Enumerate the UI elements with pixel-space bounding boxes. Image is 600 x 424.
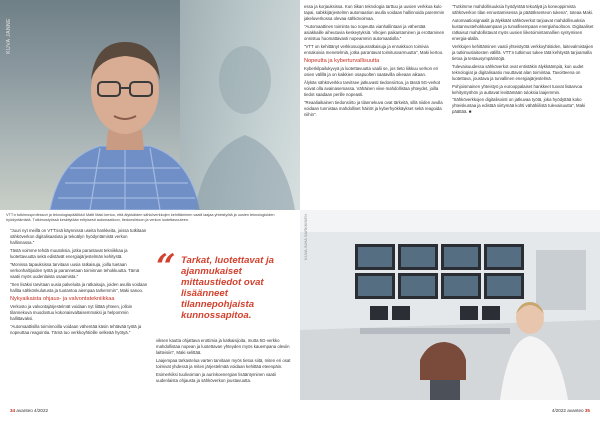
paragraph: essa ja korjauksissa. Kun tiikan teknologia tarttuu ja uusien verkkoa kulo tapai, sabkkijärjestelmn automaation avulla voidaan hallinnoida paremmin jakeluverkossa olevaa sähkövoimaa. (304, 4, 445, 22)
page-number-left: 34 (10, 408, 16, 413)
paragraph: "Sen lisäksi tarvitaan uusia palveluita ja ratkaisuja, joiden avulla voidaan hallita sähkönkulutusta ja tuotantoa aiempaa tarkemmin", Maki sanoo. (10, 281, 148, 293)
paragraph: "VTT on kehittänyt verkkosuojausratkaisuja ja ennakkoon toimivia ennakoivia menetelmiä, jotka parantavat toimitusvarmuutta", Maki kertoo. (304, 43, 444, 55)
portrait-photo (0, 0, 300, 210)
paragraph: Verkosto ja valvontajärjestelmät voidaan nyt liittää yhteen, jolloin tilannekuva muodostuu kokonaisvaltaisemmaksi ja helpommin hallittavaksi. (10, 303, 133, 321)
paragraph: "Reaaliaikainen tiedonsiirto ja tilannekuva ovat tärkeitä, sillä niiden avulla voidaan tunnistaa mahdolliset häiriöt ja kyberhyökkäykset sekä reagoida niihin". (304, 99, 443, 117)
paragraph: Pohjoismainen yhteistyö ja eurooppalaiset hankkeet tuovat lisäarvoa kehitystyöhön ja auttavat levittämään tuloksia laajemmin. (452, 83, 583, 95)
subheading: Nykyaikaista ohjaus- ja valvontatekniikkaa (10, 296, 115, 303)
subheading: Nopeutta ja kyberturvallisuutta (304, 58, 380, 65)
paragraph: "Automaattisilla toiminnoilla voidaan vähentää käsin tehtävää työtä ja nopeuttaa reagointia. Tämä tuo verkkoyhtiöille selkeää hyötyä." (10, 323, 142, 335)
paragraph: Verkkojen kehittäminen vaatii yhteistyötä verkkoyhtiöiden, laitevalmistajien ja tutkimuslaitosten välillä. VTT:n tutkimus tukee tätä kehitystä tarjoamalla tietoa ja testausympäristöjä. (452, 43, 594, 61)
paragraph: Tulevaisuudessa sähköverkot ovat entistäkin älykkäämpiä, kun uudet teknologiat ja digitalisaatio muuttavat alan toimintaa. Tavoitteena on luotettava, joustava ja turvallinen energiajärjestelmä. (452, 63, 584, 81)
page-number-right: 35 (584, 408, 590, 413)
pull-quote: Tarkat, luotettavat ja ajanmukaiset mittaustiedot ovat lisäänneet tilannepohjaista kunnossapitoa. (181, 255, 274, 321)
quote-mark: “ (156, 247, 176, 287)
issue-left: 4/2022 (34, 408, 49, 413)
photo-credit-top: KUVA JANNE (6, 18, 12, 54)
text-column-bottom-left (10, 228, 150, 404)
paragraph: viksen kautta ohjattava erottimia ja katkaisijoita, mutta 5G-verkko mahdollistaa nopean ja luotettavan yhteyden myös kauempana oleviin laitteisiin", Maki selittää. (156, 338, 290, 356)
magazine-name-left: avanteo (16, 408, 33, 413)
reflection-silhouette-icon (190, 10, 300, 210)
paragraph: "Sähköverkkojen digitalisointi on jatkuvaa työtä, joka hyödyttää koko yhteiskuntaa ja edistää siirtymää kohti vähähiilistä tulevaisuutta", Maki päättää. ■ (452, 97, 586, 115)
text-column-bottom-middle (156, 338, 294, 404)
paragraph: Tästä voimme tehdä muutoksia, jotka parantavat tekniikkaa ja luotettavuutta sekä edistävät energiajärjestelmän kehitystä. (10, 247, 128, 259)
footer-left (10, 408, 48, 413)
paragraph: "Automaattinen toiminta tuo nopeutta vianhallintaan ja vähentää asiakkaille aiheutuvia keskeytyksiä. Vikojen paikantaminen ja erottaminen onnistuu huomattavasti nopeammin automaatiolla." (304, 23, 445, 42)
paragraph: "Monissa tapauksissa tarvitaan uusia ratkaisuja, joilla tuetaan verkonhaltijoiden työtä ja parannetaan toiminnan tehokkuutta. Tämä vaatii myös uudenlaista osaamista." (10, 261, 140, 279)
paragraph: Kyberkilpailukyvyä ja luotettavuutta vaalii se, jos tieto liikkuu verkon eri osien välillä ja on kaikkien osapuolten saatavilla oikeaan aikaan. (304, 65, 438, 78)
paragraph: Älykäs sähköverkko tarvitsee jatkuvasti tiedonsiirtoa, ja tässä 5G-verkot voivat olla avainasemassa. Vähäinen viive mahdollistaa yhteydet, joilla tiedot saadaan perille nopeasti. (304, 79, 441, 97)
paragraph: Laajempaa tarkastelua varten tarvitaan myös tietoa siitä, miten eri osat toimivat yhdessä ja miten järjestelmää voidaan kehittää eteenpäin. (156, 357, 291, 369)
control-room-scene-icon (300, 210, 600, 400)
issue-right: 4/2022 (551, 408, 566, 413)
text-column-page-right-1 (304, 4, 446, 208)
photo-credit-bottom: KUVA JUHA SARKKINEN (303, 214, 308, 260)
paragraph: "Tutkimme mahdollisuuksia hyödyntää tekoälyä ja koneoppimista sähköverkon tilan ennustamisessa ja päätöksenteon tukena", toteaa Maki. (452, 4, 594, 16)
magazine-name-right: avanteo (567, 408, 584, 413)
text-column-page-right-2 (452, 4, 594, 208)
paragraph: Automaatiosignaalit ja älykkäät sähköverkot tarjoavat mahdollisuuksia kustannustehokkaampaan ja turvallisempaan energiahuoltoon. Digitaaliset ratkaisut mahdollistavat myös uusien liiketoimintamallien syntymisen energia-alalla. (452, 17, 594, 42)
footer-right (552, 408, 590, 413)
paragraph: Esimerkiksi tuulivoiman ja aurinkoenergian lisääntyminen vaatii uudenlaista ohjausta ja sähköverkon joustavuutta. (156, 371, 276, 383)
paragraph: "Juuri nyt meillä on VTT:ssä käynnissä useita hankkeita, joissa tutkitaan sähköverkon digitalisaatiota ja tekoälyn hyödyntämistä verkon hallinnassa." (10, 228, 147, 246)
photo-caption: VTT:n tutkimusprofessori ja teknologiapäällikkö Matti Maki kertoo, että älykkäiden sähköverkkojen kehittäminen vaatii laajaa yhteistyötä ja uusien teknologioiden hyödyntämistä. Tutkimustyössä keskitytään erityisesti automaatioon, tiedonsiirtoon ja verkon luotettavuuteen. (6, 213, 275, 222)
control-room-photo (300, 210, 600, 400)
man-portrait-icon (40, 18, 210, 210)
